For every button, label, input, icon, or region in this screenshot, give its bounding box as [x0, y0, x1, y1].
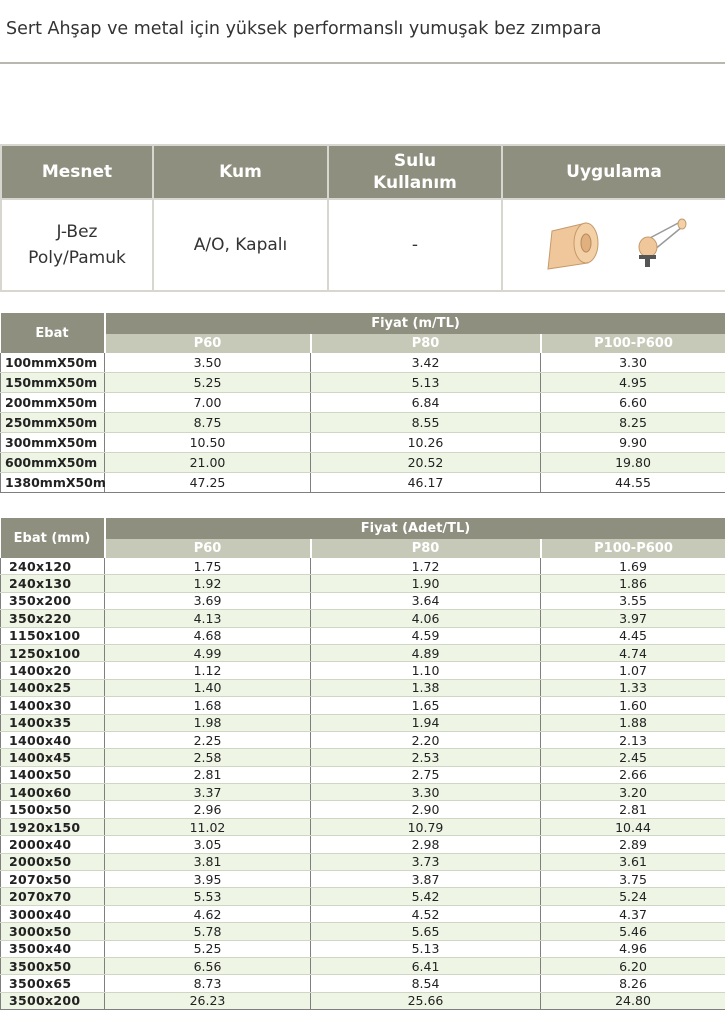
grit-header-p100: P100-P600: [541, 539, 725, 558]
price-p60-cell: 3.81: [105, 853, 311, 870]
size-cell: 2070x50: [1, 871, 105, 888]
price-p100-cell: 8.26: [541, 975, 725, 992]
price-p60-cell: 26.23: [105, 992, 311, 1009]
price-p80-cell: 1.94: [311, 714, 541, 731]
table-row: [1, 853, 725, 870]
table-row: [1, 957, 725, 974]
table-row: [1, 731, 725, 748]
table-row: [1, 644, 725, 661]
size-cell: 1380mmX50m: [1, 473, 105, 493]
price-p80-cell: 1.90: [311, 575, 541, 592]
price-p80-cell: 20.52: [311, 453, 541, 473]
size-cell: 3000x40: [1, 905, 105, 922]
price-p60-cell: 1.92: [105, 575, 311, 592]
price-p100-cell: 2.81: [541, 801, 725, 818]
size-cell: 1920x150: [1, 818, 105, 835]
price-p60-cell: 5.78: [105, 923, 311, 940]
price-p100-cell: 44.55: [541, 473, 725, 493]
price-p80-cell: 2.90: [311, 801, 541, 818]
price-p80-cell: 46.17: [311, 473, 541, 493]
table-row: [1, 627, 725, 644]
price-p60-cell: 21.00: [105, 453, 311, 473]
page-title: Sert Ahşap ve metal için yüksek performanslı yumuşak bez zımpara: [6, 19, 602, 39]
table-row: [1, 784, 725, 801]
price-p60-cell: 3.69: [105, 592, 311, 609]
price-p80-cell: 3.30: [311, 784, 541, 801]
size-cell: 240x120: [1, 558, 105, 575]
price-p80-cell: 3.87: [311, 871, 541, 888]
price-p80-cell: 25.66: [311, 992, 541, 1009]
price-p100-cell: 2.13: [541, 731, 725, 748]
price-p100-cell: 1.86: [541, 575, 725, 592]
size-cell: 150mmX50m: [1, 373, 105, 393]
table-row: [1, 558, 725, 575]
price-header: Fiyat (m/TL): [105, 313, 725, 334]
price-p100-cell: 2.89: [541, 836, 725, 853]
table-row: [1, 453, 725, 473]
price-p100-cell: 1.88: [541, 714, 725, 731]
price-p100-cell: 9.90: [541, 433, 725, 453]
uygulama-cell: [502, 199, 725, 291]
page-header: [0, 0, 725, 64]
price-p60-cell: 1.12: [105, 662, 311, 679]
price-p80-cell: 1.38: [311, 679, 541, 696]
price-p60-cell: 4.62: [105, 905, 311, 922]
size-cell: 1400x40: [1, 731, 105, 748]
mesnet-header: Mesnet: [1, 145, 153, 199]
price-p100-cell: 3.30: [541, 353, 725, 373]
size-cell: 1400x60: [1, 784, 105, 801]
table-row: [1, 679, 725, 696]
price-p100-cell: 2.66: [541, 766, 725, 783]
kum-header: Kum: [153, 145, 328, 199]
grit-header-p60: P60: [105, 539, 311, 558]
table-row: [1, 393, 725, 413]
price-p60-cell: 8.75: [105, 413, 311, 433]
kum-cell: A/O, Kapalı: [153, 199, 328, 291]
price-p80-cell: 5.13: [311, 940, 541, 957]
price-p60-cell: 1.98: [105, 714, 311, 731]
size-cell: 2070x70: [1, 888, 105, 905]
price-p100-cell: 5.24: [541, 888, 725, 905]
table-row: [1, 818, 725, 835]
price-p60-cell: 1.40: [105, 679, 311, 696]
price-p80-cell: 6.41: [311, 957, 541, 974]
price-p80-cell: 2.75: [311, 766, 541, 783]
price-p60-cell: 8.73: [105, 975, 311, 992]
price-p100-cell: 4.45: [541, 627, 725, 644]
price-p100-cell: 19.80: [541, 453, 725, 473]
price-header: Fiyat (Adet/TL): [105, 518, 725, 539]
price-p100-cell: 6.60: [541, 393, 725, 413]
price-p80-cell: 8.55: [311, 413, 541, 433]
price-p60-cell: 1.75: [105, 558, 311, 575]
size-cell: 1400x45: [1, 749, 105, 766]
price-p100-cell: 3.55: [541, 592, 725, 609]
price-p60-cell: 47.25: [105, 473, 311, 493]
size-cell: 3500x65: [1, 975, 105, 992]
price-p100-cell: 1.69: [541, 558, 725, 575]
table-row: [1, 662, 725, 679]
table-row: [1, 871, 725, 888]
mesnet-line1: J-Bez: [56, 222, 98, 242]
table-row: [1, 433, 725, 453]
sulu-header-line1: Sulu: [393, 151, 437, 171]
price-p60-cell: 5.25: [105, 373, 311, 393]
price-p100-cell: 1.60: [541, 697, 725, 714]
grit-header-p80: P80: [311, 334, 541, 353]
price-p100-cell: 4.74: [541, 644, 725, 661]
price-p60-cell: 3.37: [105, 784, 311, 801]
size-cell: 1400x35: [1, 714, 105, 731]
price-p100-cell: 3.20: [541, 784, 725, 801]
price-p100-cell: 6.20: [541, 957, 725, 974]
price-p60-cell: 2.25: [105, 731, 311, 748]
price-p60-cell: 5.25: [105, 940, 311, 957]
table-row: [1, 697, 725, 714]
price-p60-cell: 4.13: [105, 610, 311, 627]
price-p100-cell: 1.33: [541, 679, 725, 696]
size-cell: 1400x25: [1, 679, 105, 696]
sulu-cell: -: [328, 199, 502, 291]
price-p60-cell: 6.56: [105, 957, 311, 974]
table-row: [1, 888, 725, 905]
size-cell: 1400x30: [1, 697, 105, 714]
price-p80-cell: 4.06: [311, 610, 541, 627]
table-row: [1, 592, 725, 609]
table-row: [1, 992, 725, 1009]
price-p80-cell: 10.26: [311, 433, 541, 453]
grit-header-p60: P60: [105, 334, 311, 353]
size-cell: 3500x200: [1, 992, 105, 1009]
size-cell: 1500x50: [1, 801, 105, 818]
table-row: [1, 373, 725, 393]
table-row: [1, 610, 725, 627]
price-p80-cell: 4.52: [311, 905, 541, 922]
grit-header-p80: P80: [311, 539, 541, 558]
price-p80-cell: 3.42: [311, 353, 541, 373]
price-p60-cell: 10.50: [105, 433, 311, 453]
price-p80-cell: 4.59: [311, 627, 541, 644]
size-cell: 1400x50: [1, 766, 105, 783]
price-p60-cell: 1.68: [105, 697, 311, 714]
price-p60-cell: 7.00: [105, 393, 311, 413]
price-p80-cell: 1.10: [311, 662, 541, 679]
price-p80-cell: 2.20: [311, 731, 541, 748]
price-p80-cell: 8.54: [311, 975, 541, 992]
mesnet-cell: [1, 199, 153, 291]
price-p100-cell: 3.97: [541, 610, 725, 627]
price-p60-cell: 3.50: [105, 353, 311, 373]
size-cell: 600mmX50m: [1, 453, 105, 473]
size-cell: 200mmX50m: [1, 393, 105, 413]
price-p60-cell: 2.96: [105, 801, 311, 818]
table-row: [1, 766, 725, 783]
price-p100-cell: 10.44: [541, 818, 725, 835]
price-table-per-meter: [0, 313, 725, 493]
size-cell: 1250x100: [1, 644, 105, 661]
price-p80-cell: 10.79: [311, 818, 541, 835]
table-row: [1, 801, 725, 818]
sulu-header: [328, 145, 502, 199]
table-row: [1, 473, 725, 493]
price-p100-cell: 3.75: [541, 871, 725, 888]
table-row: [1, 836, 725, 853]
size-cell: 100mmX50m: [1, 353, 105, 373]
table-row: [1, 940, 725, 957]
price-p80-cell: 2.53: [311, 749, 541, 766]
size-cell: 3500x40: [1, 940, 105, 957]
price-p60-cell: 11.02: [105, 818, 311, 835]
price-p80-cell: 4.89: [311, 644, 541, 661]
size-cell: 3500x50: [1, 957, 105, 974]
size-cell: 2000x50: [1, 853, 105, 870]
price-p60-cell: 4.68: [105, 627, 311, 644]
table-row: [1, 353, 725, 373]
price-p60-cell: 3.95: [105, 871, 311, 888]
table-row: [1, 905, 725, 922]
size-cell: 350x200: [1, 592, 105, 609]
price-p100-cell: 24.80: [541, 992, 725, 1009]
grit-header-p100: P100-P600: [541, 334, 725, 353]
price-p80-cell: 2.98: [311, 836, 541, 853]
size-cell: 1150x100: [1, 627, 105, 644]
price-p100-cell: 8.25: [541, 413, 725, 433]
price-p80-cell: 1.65: [311, 697, 541, 714]
table-row: [1, 413, 725, 433]
price-p60-cell: 4.99: [105, 644, 311, 661]
size-cell: 3000x50: [1, 923, 105, 940]
uygulama-header: Uygulama: [502, 145, 725, 199]
table-row: [1, 923, 725, 940]
price-p80-cell: 3.73: [311, 853, 541, 870]
size-cell: 300mmX50m: [1, 433, 105, 453]
price-p80-cell: 1.72: [311, 558, 541, 575]
price-p80-cell: 6.84: [311, 393, 541, 413]
size-header: Ebat: [1, 313, 105, 353]
price-p100-cell: 2.45: [541, 749, 725, 766]
price-p100-cell: 4.37: [541, 905, 725, 922]
size-header: Ebat (mm): [1, 518, 105, 558]
mesnet-line2: Poly/Pamuk: [28, 248, 126, 268]
table-row: [1, 975, 725, 992]
sulu-header-line2: Kullanım: [373, 173, 457, 193]
price-p100-cell: 5.46: [541, 923, 725, 940]
sanding-roll-icon: [540, 217, 604, 273]
price-p60-cell: 2.81: [105, 766, 311, 783]
price-p100-cell: 1.07: [541, 662, 725, 679]
price-p80-cell: 3.64: [311, 592, 541, 609]
hand-sander-icon: [634, 215, 690, 275]
spec-table: [0, 144, 725, 292]
size-cell: 240x130: [1, 575, 105, 592]
price-p100-cell: 3.61: [541, 853, 725, 870]
price-p60-cell: 3.05: [105, 836, 311, 853]
size-cell: 350x220: [1, 610, 105, 627]
table-row: [1, 575, 725, 592]
size-cell: 2000x40: [1, 836, 105, 853]
price-table-per-piece: [0, 518, 725, 1010]
size-cell: 250mmX50m: [1, 413, 105, 433]
price-p80-cell: 5.42: [311, 888, 541, 905]
price-p60-cell: 5.53: [105, 888, 311, 905]
price-p60-cell: 2.58: [105, 749, 311, 766]
size-cell: 1400x20: [1, 662, 105, 679]
price-p80-cell: 5.65: [311, 923, 541, 940]
price-p100-cell: 4.95: [541, 373, 725, 393]
table-row: [1, 749, 725, 766]
table-row: [1, 714, 725, 731]
price-p100-cell: 4.96: [541, 940, 725, 957]
price-p80-cell: 5.13: [311, 373, 541, 393]
